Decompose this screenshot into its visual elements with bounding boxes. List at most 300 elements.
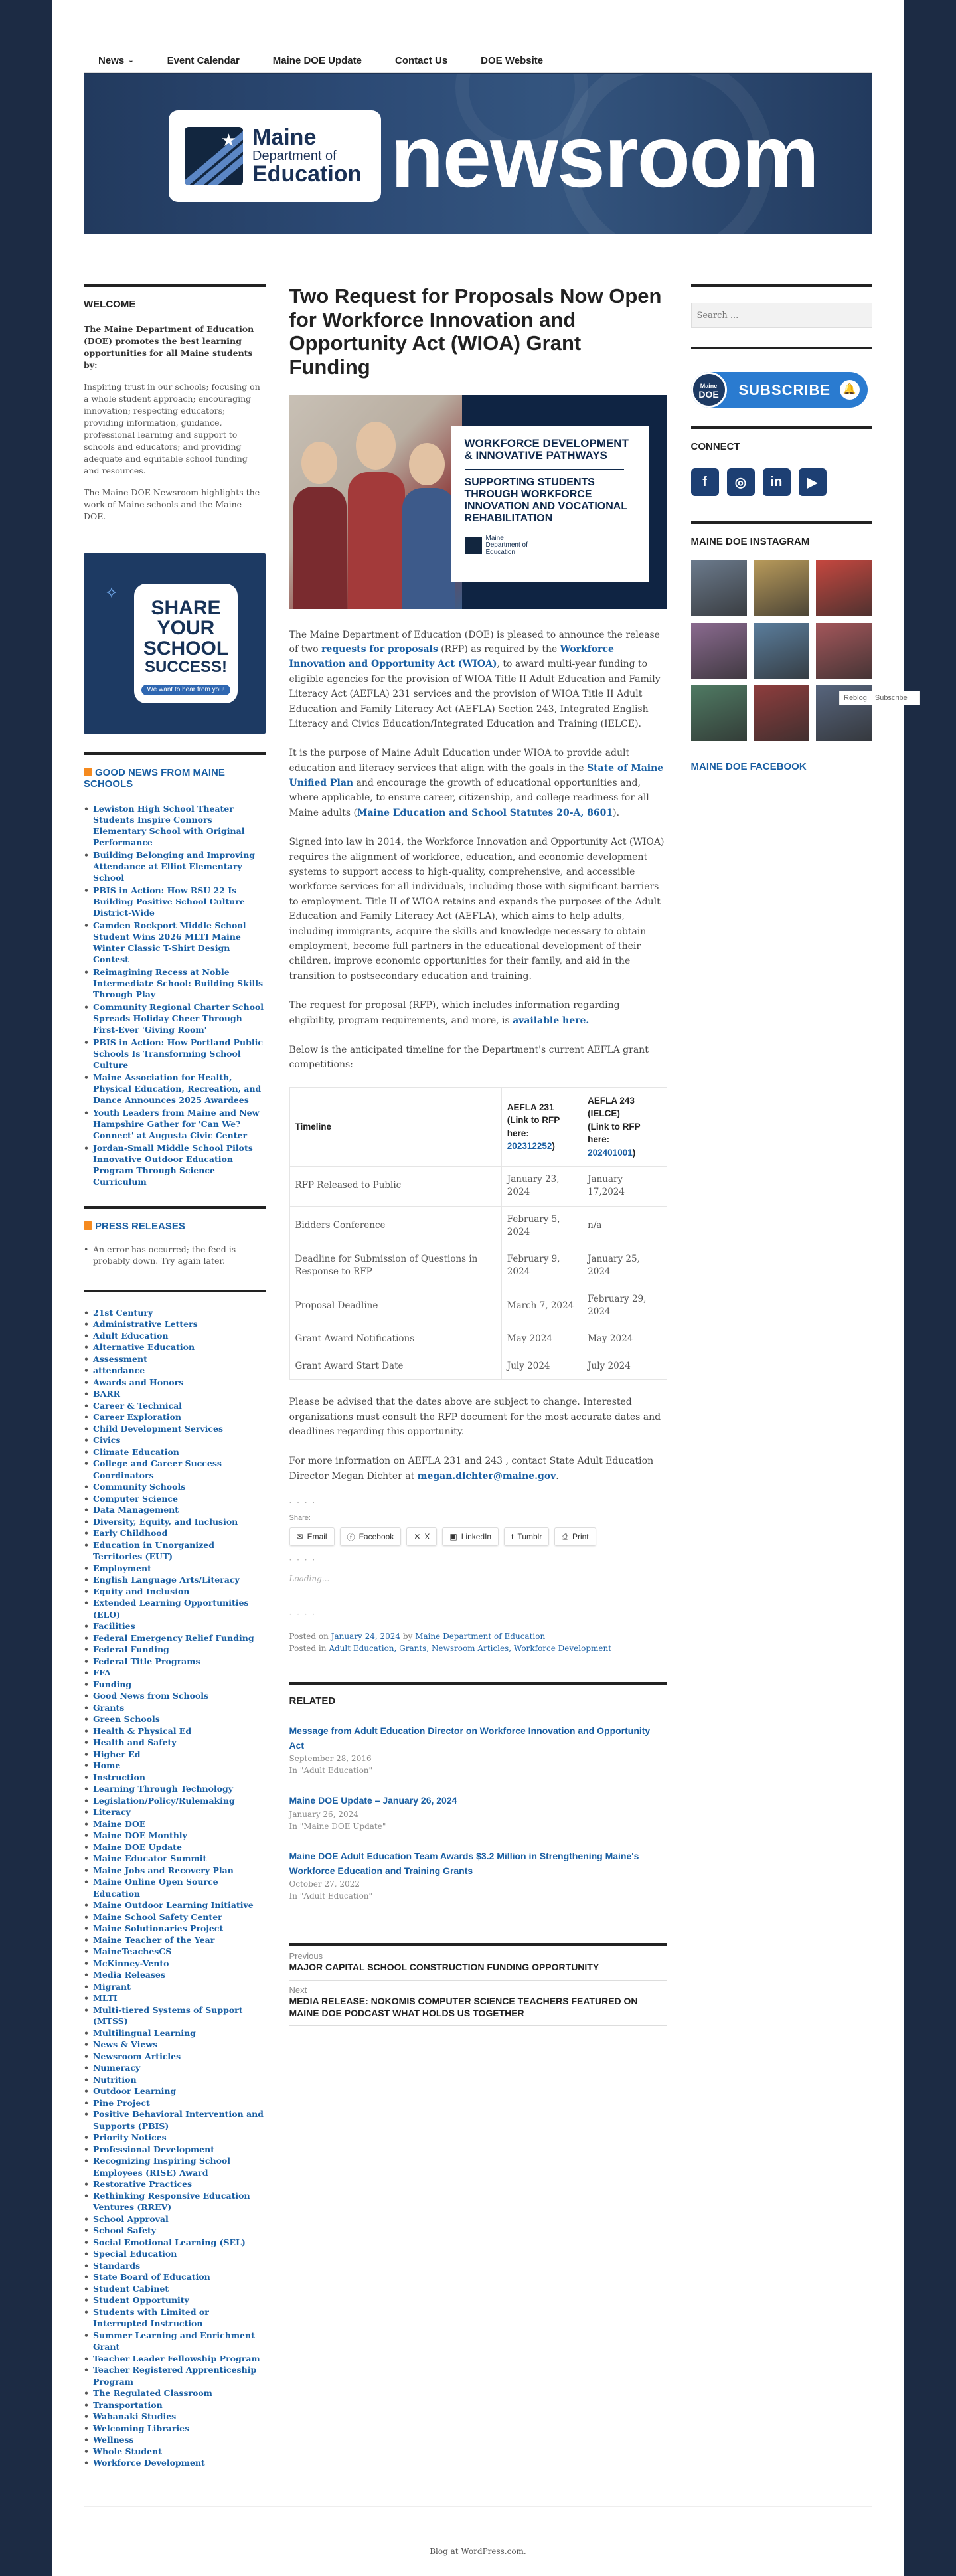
subscribe-button[interactable]: Maine DOE SUBSCRIBE 🔔 [691, 372, 868, 408]
category-item [84, 2364, 266, 2387]
category-item [84, 1865, 266, 1877]
nav-item-event-calendar[interactable]: Event Calendar [167, 54, 240, 66]
table-header-aefla231: AEFLA 231 (Link to RFP here: 202312252) [501, 1087, 582, 1166]
instagram-photo[interactable] [691, 685, 747, 741]
category-item [84, 1481, 266, 1493]
category-item [84, 1539, 266, 1563]
category-link[interactable]: Maine DOE [93, 1818, 146, 1829]
category-link[interactable]: Special Education [93, 2249, 177, 2259]
category-item [84, 1772, 266, 1784]
table-cell: February 9, 2024 [501, 1246, 582, 1286]
category-item [84, 2190, 266, 2213]
category-link[interactable]: The Regulated Classroom [93, 2388, 212, 2399]
category-link[interactable]: Maine Online Open Source Education [93, 1877, 218, 1899]
category-item [84, 1353, 266, 1365]
category-link[interactable]: Literacy [93, 1807, 131, 1818]
category-item [84, 2155, 266, 2178]
good-news-item [84, 1037, 266, 1071]
table-row [289, 1326, 667, 1353]
category-link[interactable]: Alternative Education [93, 1342, 195, 1353]
category-link[interactable]: Student Cabinet [93, 2283, 169, 2294]
print-icon: ⎙ [562, 1531, 568, 1541]
category-link[interactable]: Nutrition [93, 2074, 137, 2085]
category-link[interactable]: Health and Safety [93, 1737, 177, 1748]
category-item [84, 2097, 266, 2109]
good-news-item [84, 1107, 266, 1141]
post-hero-image [289, 395, 667, 609]
category-link[interactable]: Child Development Services [93, 1423, 224, 1434]
category-link[interactable]: Social Emotional Learning (SEL) [93, 2237, 246, 2247]
press-error: • An error has occurred; the feed is probably down. Try again later. [84, 1244, 266, 1267]
category-item [84, 1307, 266, 1319]
category-link[interactable]: Extended Learning Opportunities (ELO) [93, 1598, 249, 1620]
wioa-link[interactable]: Workforce Innovation and Opportunity Act (WIOA) [289, 644, 614, 670]
available-here-link[interactable]: available here. [513, 1015, 590, 1026]
category-item [84, 1563, 266, 1575]
category-link[interactable]: English Language Arts/Literacy [93, 1575, 240, 1585]
category-link[interactable]: School Safety [93, 2225, 156, 2236]
table-header-timeline: Timeline [289, 1087, 501, 1166]
category-link[interactable]: Assessment [93, 1353, 147, 1364]
category-link[interactable]: Whole Student [93, 2446, 162, 2456]
category-link[interactable]: Migrant [93, 1981, 131, 1992]
category-item [84, 2411, 266, 2423]
related-link[interactable]: Message from Adult Education Director on Workforce Innovation and Opportunity Act [289, 1725, 651, 1751]
table-cell: Bidders Conference [289, 1206, 501, 1246]
paragraph-1: The Maine Department of Education (DOE) is pleased to announce the release of two requests for proposals (RFP) as required by the Workforce Innovation and Opportunity Act (WIOA), to award multi-year funding to eligible agencies for the provision of WIOA Title II Adult Education and Family Literacy Act (AEFLA) 231 services and the provision of WIOA Title II Adult Education and Family Literacy Act (AEFLA) Section 243, Integrated English Literacy and Civics Education/Integrated Education and Training (IELCE). [289, 629, 661, 729]
category-link[interactable]: Facilities [93, 1621, 135, 1632]
category-link[interactable]: Multi-tiered Systems of Support (MTSS) [93, 2004, 243, 2027]
related-category: In "Adult Education" [289, 1891, 373, 1901]
category-link[interactable]: Summer Learning and Enrichment Grant [93, 2330, 255, 2352]
category-link[interactable]: FFA [93, 1668, 111, 1678]
paragraph-6: Please be advised that the dates above are subject to change. Interested organizations must consult the RFP document for the most accurate dates and deadlines regarding this opportunity. [289, 1397, 661, 1437]
category-item [84, 1400, 266, 1412]
category-item [84, 1341, 266, 1353]
good-news-link[interactable]: GOOD NEWS FROM MAINE SCHOOLS [84, 766, 225, 790]
related-link[interactable]: Maine DOE Adult Education Team Awards $3.2 Million in Strengthening Maine's Workforce Education and Training Grants [289, 1850, 639, 1876]
table-cell: Proposal Deadline [289, 1286, 501, 1326]
left-sidebar [84, 284, 266, 2469]
share-facebook-button[interactable]: ⓕ Facebook [340, 1527, 402, 1546]
instagram-icon[interactable]: ◎ [727, 468, 755, 496]
share-success-banner[interactable]: ⟡ SHARE YOUR SCHOOL SUCCESS! We want to hear from you! [84, 553, 266, 734]
good-news-link-item[interactable]: PBIS in Action: How RSU 22 Is Building Positive School Culture District-Wide [93, 885, 245, 918]
category-link[interactable]: Maine Jobs and Recovery Plan [93, 1865, 234, 1875]
facebook-icon: ⓕ [347, 1532, 355, 1542]
category-link[interactable]: Wellness [93, 2435, 134, 2445]
category-item [84, 1377, 266, 1389]
category-item [84, 1725, 266, 1737]
category-link[interactable]: Health & Physical Ed [93, 1725, 192, 1736]
likes-loading: Loading... [289, 1574, 330, 1584]
linkedin-icon: ▣ [449, 1532, 457, 1542]
press-releases-link[interactable]: PRESS RELEASES [95, 1220, 185, 1232]
next-post-link[interactable]: MEDIA RELEASE: NOKOMIS COMPUTER SCIENCE TEACHERS FEATURED ON MAINE DOE PODCAST WHAT HOLDS US TOGETHER [289, 1995, 638, 2018]
chevron-down-icon: ⌄ [128, 56, 134, 64]
category-link[interactable]: Maine School Safety Center [93, 1911, 222, 1922]
table-cell: July 2024 [582, 1353, 667, 1380]
rfp-243-link[interactable]: 202401001 [588, 1147, 633, 1158]
sparkle-icon: ⟡ [106, 582, 117, 601]
category-item [84, 2051, 266, 2063]
facebook-icon[interactable]: f [691, 468, 719, 496]
category-item [84, 2446, 266, 2458]
right-sidebar [691, 284, 873, 2469]
category-item [84, 2457, 266, 2469]
category-link[interactable]: Professional Development [93, 2144, 214, 2154]
table-cell: July 2024 [501, 1353, 582, 1380]
category-list [84, 1307, 266, 2469]
category-link[interactable]: Positive Behavioral Intervention and Supports (PBIS) [93, 2109, 264, 2131]
share-label: Share: [289, 1514, 311, 1523]
category-link[interactable]: Transportation [93, 2399, 163, 2410]
category-link[interactable]: Career Exploration [93, 1412, 181, 1422]
good-news-link-item[interactable]: Building Belonging and Improving Attendance at Elliot Elementary School [93, 849, 256, 883]
category-item [84, 1842, 266, 1853]
table-cell: RFP Released to Public [289, 1166, 501, 1206]
related-link[interactable]: Maine DOE Update – January 26, 2024 [289, 1795, 457, 1806]
instagram-photo[interactable] [754, 623, 809, 679]
instagram-photo[interactable] [816, 623, 872, 679]
unified-plan-link[interactable]: State of Maine Unified Plan [289, 762, 664, 789]
table-cell: January 23, 2024 [501, 1166, 582, 1206]
category-link[interactable]: Green Schools [93, 1714, 160, 1725]
category-link[interactable]: Learning Through Technology [93, 1784, 234, 1794]
category-link[interactable]: MaineTeachesCS [93, 1946, 172, 1957]
category-link[interactable]: Legislation/Policy/Rulemaking [93, 1795, 235, 1806]
category-link[interactable]: Maine DOE Monthly [93, 1830, 187, 1841]
category-link[interactable]: Adult Education [93, 1330, 169, 1341]
rfp-link[interactable]: requests for proposals [321, 644, 438, 655]
category-link[interactable]: Civics [93, 1435, 121, 1446]
instagram-photo[interactable] [816, 560, 872, 616]
category-link[interactable]: Newsroom Articles [93, 2051, 181, 2061]
facebook-title-link[interactable]: MAINE DOE FACEBOOK [691, 761, 873, 778]
divider-dots: · · · · [289, 1555, 317, 1565]
category-link[interactable]: Higher Ed [93, 1749, 141, 1759]
category-link[interactable]: Student Opportunity [93, 2295, 189, 2306]
category-item [84, 1760, 266, 1772]
good-news-link-item[interactable]: Maine Association for Health, Physical Education, Recreation, and Dance Announces 2025 Awardees [93, 1072, 262, 1105]
rss-icon[interactable] [84, 1221, 92, 1230]
related-date: September 28, 2016 [289, 1754, 372, 1764]
related-section [289, 1682, 667, 1902]
good-news-widget [84, 752, 266, 790]
table-cell: Grant Award Start Date [289, 1353, 501, 1380]
category-item [84, 2423, 266, 2435]
post-date-link[interactable]: January 24, 2024 [331, 1632, 401, 1642]
category-item [84, 1749, 266, 1760]
search-widget [691, 284, 873, 328]
good-news-link-item[interactable]: Reimagining Recess at Noble Intermediate School: Building Skills Through Play [93, 966, 263, 999]
category-item [84, 1516, 266, 1528]
good-news-item [84, 1001, 266, 1035]
table-cell: n/a [582, 1206, 667, 1246]
category-item [84, 1388, 266, 1400]
table-row [289, 1286, 667, 1326]
table-header-aefla243: AEFLA 243 (IELCE) (Link to RFP here: 202401001) [582, 1087, 667, 1166]
main-content [289, 284, 667, 2469]
bell-icon: 🔔 [840, 380, 860, 400]
category-link[interactable]: College and Career Success Coordinators [93, 1458, 222, 1480]
nav-item-contact[interactable]: Contact Us [394, 54, 448, 66]
category-link[interactable]: McKinney-Vento [93, 1958, 169, 1968]
subscribe-float-button[interactable]: Subscribe [874, 694, 908, 702]
good-news-link-item[interactable]: PBIS in Action: How Portland Public Schools Is Transforming School Culture [93, 1037, 263, 1070]
category-item [84, 1713, 266, 1725]
category-item [84, 1597, 266, 1620]
instagram-photo[interactable] [754, 560, 809, 616]
category-link[interactable]: Maine DOE Update [93, 1842, 182, 1852]
category-link[interactable]: Employment [93, 1563, 151, 1573]
category-link[interactable]: Equity and Inclusion [93, 1586, 190, 1596]
category-link[interactable]: Federal Title Programs [93, 1656, 200, 1666]
category-item [84, 1493, 266, 1505]
share-buttons [289, 1527, 667, 1546]
share-x-button[interactable]: ✕ X [406, 1527, 437, 1546]
table-cell: February 29, 2024 [582, 1286, 667, 1326]
category-item [84, 1911, 266, 1923]
category-item [84, 1806, 266, 1818]
good-news-link-item[interactable]: Camden Rockport Middle School Student Wins 2026 MLTI Maine Winter Classic T-Shirt Design Contest [93, 920, 246, 964]
rfp-231-link[interactable]: 202312252 [507, 1141, 552, 1152]
category-link[interactable]: Instruction [93, 1772, 145, 1782]
category-link[interactable]: Standards [93, 2260, 141, 2271]
footer [84, 2506, 872, 2576]
category-item [84, 1679, 266, 1691]
good-news-item [84, 920, 266, 965]
divider-dots: · · · · [289, 1610, 317, 1620]
category-item [84, 1656, 266, 1668]
instagram-photo[interactable] [691, 560, 747, 616]
related-date: October 27, 2022 [289, 1879, 360, 1889]
prev-label: Previous [289, 1951, 323, 1962]
category-link[interactable]: Recognizing Inspiring School Employees (RISE) Award [93, 2156, 231, 2178]
category-item [84, 2283, 266, 2295]
category-item [84, 2399, 266, 2411]
category-item [84, 2178, 266, 2190]
category-item [84, 1818, 266, 1830]
category-link[interactable]: Multilingual Learning [93, 2027, 196, 2038]
press-widget [84, 1206, 266, 1232]
category-link[interactable]: Grants [93, 1702, 125, 1713]
share-email-button[interactable]: ✉ Email [289, 1527, 335, 1546]
category-item [84, 1958, 266, 1970]
social-links [691, 468, 873, 496]
paragraph-3: Signed into law in 2014, the Workforce Innovation and Opportunity Act (WIOA) requires the alignment of workforce, education, and economic development systems to support access to high-quality, comprehensive, and accessible workforce services for all individuals, including those with significant barriers to employment. Title II of WIOA retains and expands the purposes of the Adult Education and Family Literacy Act (AEFLA), which aims to help adults, including immigrants, acquire the skills and knowledge necessary to obtain employment, become full partners in the educational development of their children, improve economic opportunities for their family, and aid in the transition to postsecondary education and training. [289, 837, 665, 982]
instagram-grid [691, 560, 873, 741]
category-link[interactable]: Maine Teacher of the Year [93, 1934, 215, 1945]
category-link[interactable]: Computer Science [93, 1493, 178, 1503]
category-item [84, 1853, 266, 1865]
category-link[interactable]: Maine Educator Summit [93, 1853, 207, 1864]
paragraph-5: Below is the anticipated timeline for the Department's current AEFLA grant competitions: [289, 1044, 649, 1071]
category-link[interactable]: Priority Notices [93, 2132, 167, 2143]
category-item [84, 1411, 266, 1423]
category-item [84, 2085, 266, 2097]
header-banner[interactable] [84, 73, 872, 234]
category-link[interactable]: MLTI [93, 1993, 118, 2004]
nav-item-news[interactable]: News ⌄ [98, 54, 134, 66]
good-news-item [84, 1072, 266, 1106]
doe-logo-icon: ★ [185, 127, 243, 185]
related-item [289, 1849, 667, 1902]
post-meta: Posted on January 24, 2024 by Maine Department of Education Posted in Adult Education, Grants, Newsroom Articles, Workforce Development [289, 1632, 612, 1653]
category-link[interactable]: State Board of Education [93, 2272, 210, 2282]
table-row [289, 1166, 667, 1206]
top-nav [84, 0, 872, 73]
table-cell: January 25, 2024 [582, 1246, 667, 1286]
category-link[interactable]: News & Views [93, 2039, 158, 2050]
related-title: RELATED [289, 1682, 667, 1707]
category-link[interactable]: Outdoor Learning [93, 2086, 177, 2097]
category-item [84, 1504, 266, 1516]
category-link[interactable]: Maine Outdoor Learning Initiative [93, 1900, 254, 1911]
good-news-link-item[interactable]: Youth Leaders from Maine and New Hampshire Gather for 'Can We? Connect' at Augusta Civic Center [93, 1107, 260, 1140]
category-item [84, 1702, 266, 1714]
good-news-item [84, 885, 266, 918]
category-link[interactable]: Federal Emergency Relief Funding [93, 1632, 254, 1643]
category-link[interactable]: Career & Technical [93, 1400, 182, 1411]
category-item [84, 2434, 266, 2446]
category-link[interactable]: Data Management [93, 1505, 179, 1515]
linkedin-icon[interactable]: in [763, 468, 791, 496]
category-link[interactable]: Workforce Development [93, 2458, 205, 2468]
category-item [84, 1946, 266, 1958]
category-item [84, 1527, 266, 1539]
banner-title: newsroom [390, 108, 819, 205]
category-link[interactable]: 21st Century [93, 1307, 153, 1318]
category-item [84, 2294, 266, 2306]
category-link[interactable]: Teacher Leader Fellowship Program [93, 2353, 260, 2363]
category-item [84, 1899, 266, 1911]
category-item [84, 2004, 266, 2027]
category-item [84, 1690, 266, 1702]
nav-item-doe-update[interactable]: Maine DOE Update [272, 54, 362, 66]
category-link[interactable]: Welcoming Libraries [93, 2423, 190, 2433]
good-news-link-item[interactable]: Lewiston High School Theater Students Inspire Connors Elementary School with Original Performance [93, 803, 245, 847]
category-item [84, 1434, 266, 1446]
search-input[interactable] [691, 303, 873, 328]
category-link[interactable]: attendance [93, 1365, 145, 1376]
email-link[interactable]: megan.dichter@maine.gov [417, 1470, 556, 1482]
category-link[interactable]: Funding [93, 1679, 132, 1689]
category-item [84, 2132, 266, 2144]
share-print-button[interactable]: ⎙ Print [554, 1527, 596, 1546]
category-item [84, 1737, 266, 1749]
doe-mini-logo-icon [465, 537, 482, 554]
good-news-item [84, 803, 266, 848]
page [52, 0, 908, 2576]
table-row [289, 1353, 667, 1380]
category-link[interactable]: Administrative Letters [93, 1319, 198, 1330]
share-tumblr-button[interactable]: t Tumblr [504, 1527, 549, 1546]
post-body [289, 628, 667, 1484]
category-link[interactable]: Awards and Honors [93, 1377, 184, 1387]
category-link[interactable]: Students with Limited or Interrupted Instruction [93, 2306, 209, 2329]
related-category: In "Adult Education" [289, 1766, 373, 1776]
category-item [84, 1969, 266, 1981]
divider [84, 1290, 266, 1292]
good-news-item [84, 1142, 266, 1187]
rss-icon[interactable] [84, 768, 92, 776]
category-item [84, 2330, 266, 2353]
category-item [84, 2248, 266, 2260]
instagram-photo[interactable] [691, 623, 747, 679]
category-item [84, 2306, 266, 2330]
category-link[interactable]: Wabanaki Studies [93, 2411, 177, 2422]
category-item [84, 1458, 266, 1481]
good-news-link-item[interactable]: Jordan-Small Middle School Pilots Innovative Outdoor Education Program Through Science Curriculum [93, 1142, 253, 1187]
table-row [289, 1206, 667, 1246]
prev-post-link[interactable]: MAJOR CAPITAL SCHOOL CONSTRUCTION FUNDING OPPORTUNITY [289, 1962, 599, 1973]
share-linkedin-button[interactable]: ▣ LinkedIn [442, 1527, 499, 1546]
category-link[interactable]: School Approval [93, 2213, 169, 2224]
category-item [84, 1318, 266, 1330]
category-item [84, 1632, 266, 1644]
category-link[interactable]: Federal Funding [93, 1644, 169, 1655]
hero-card: WORKFORCE DEVELOPMENT & INNOVATIVE PATHWAYS SUPPORTING STUDENTS THROUGH WORKFORCE INNOVATION AND VOCATIONAL REHABILITATION Maine Department of Education [451, 426, 649, 582]
welcome-title: WELCOME [84, 284, 266, 310]
category-item [84, 2062, 266, 2074]
category-link[interactable]: Maine Solutionaries Project [93, 1923, 224, 1934]
category-item [84, 2237, 266, 2249]
good-news-item [84, 966, 266, 1000]
category-link[interactable]: Rethinking Responsive Education Ventures (RREV) [93, 2190, 250, 2213]
good-news-link-item[interactable]: Community Regional Charter School Spreads Holiday Cheer Through First-Ever 'Giving Room' [93, 1001, 264, 1035]
category-link[interactable]: Teacher Registered Apprenticeship Program [93, 2365, 257, 2387]
tumblr-icon: t [511, 1532, 514, 1542]
welcome-text: The Maine Department of Education (DOE) promotes the best learning opportunities for all Maine students by: Inspiring trust in our schools; focusing on a whole student approach; encouraging innovation; respecting educators; providing information, guidance, professional learning and support to schools and educators; and providing adequate and equitable school funding and resources. The Maine DOE Newsroom highlights the work of Maine schools and the Maine DOE. [84, 324, 260, 521]
category-item [84, 1876, 266, 1899]
post-author-link[interactable]: Maine Department of Education [415, 1632, 546, 1642]
category-item [84, 2108, 266, 2132]
instagram-title: MAINE DOE INSTAGRAM [691, 521, 873, 547]
category-link[interactable]: Pine Project [93, 2097, 150, 2108]
category-link[interactable]: Early Childhood [93, 1528, 168, 1539]
table-cell: January 17,2024 [582, 1166, 667, 1206]
category-item [84, 2039, 266, 2051]
category-link[interactable]: Numeracy [93, 2063, 141, 2073]
category-link[interactable]: Home [93, 1760, 121, 1771]
category-link[interactable]: Education in Unorganized Territories (EUT) [93, 1539, 214, 1562]
category-link[interactable]: Good News from Schools [93, 1691, 209, 1701]
statutes-link[interactable]: Maine Education and School Statutes 20-A, 8601 [357, 807, 613, 818]
category-item [84, 1667, 266, 1679]
category-link[interactable]: Diversity, Equity, and Inclusion [93, 1516, 238, 1527]
category-link[interactable]: Media Releases [93, 1970, 165, 1980]
post-categories-link[interactable]: Adult Education, Grants, Newsroom Articles, Workforce Development [329, 1643, 612, 1653]
reblog-button[interactable]: Reblog [844, 694, 867, 702]
category-link[interactable]: Restorative Practices [93, 2179, 193, 2190]
category-link[interactable]: BARR [93, 1389, 121, 1399]
table-cell: May 2024 [501, 1326, 582, 1353]
youtube-icon[interactable]: ▶ [799, 468, 827, 496]
instagram-photo[interactable] [754, 685, 809, 741]
category-link[interactable]: Climate Education [93, 1446, 179, 1457]
nav-item-doe-website[interactable]: DOE Website [481, 54, 544, 66]
footer-wordpress-link[interactable]: Blog at WordPress.com. [430, 2546, 526, 2556]
category-item [84, 1446, 266, 1458]
connect-title: CONNECT [691, 426, 873, 452]
x-icon: ✕ [414, 1532, 421, 1542]
paragraph-2: It is the purpose of Maine Adult Education under WIOA to provide adult education and literacy services that align with the goals in the State of Maine Unified Plan and encourage the growth of educational opportunities and, where applicable, to ensure career, citizenship, and college readiness for all Maine adults (Maine Education and School Statutes 20-A, 8601). [289, 748, 664, 818]
post-title: Two Request for Proposals Now Open for Workforce Innovation and Opportunity Act (WIOA) Grant Funding [289, 284, 662, 379]
category-item [84, 1644, 266, 1656]
category-link[interactable]: Community Schools [93, 1482, 186, 1492]
category-item [84, 2027, 266, 2039]
